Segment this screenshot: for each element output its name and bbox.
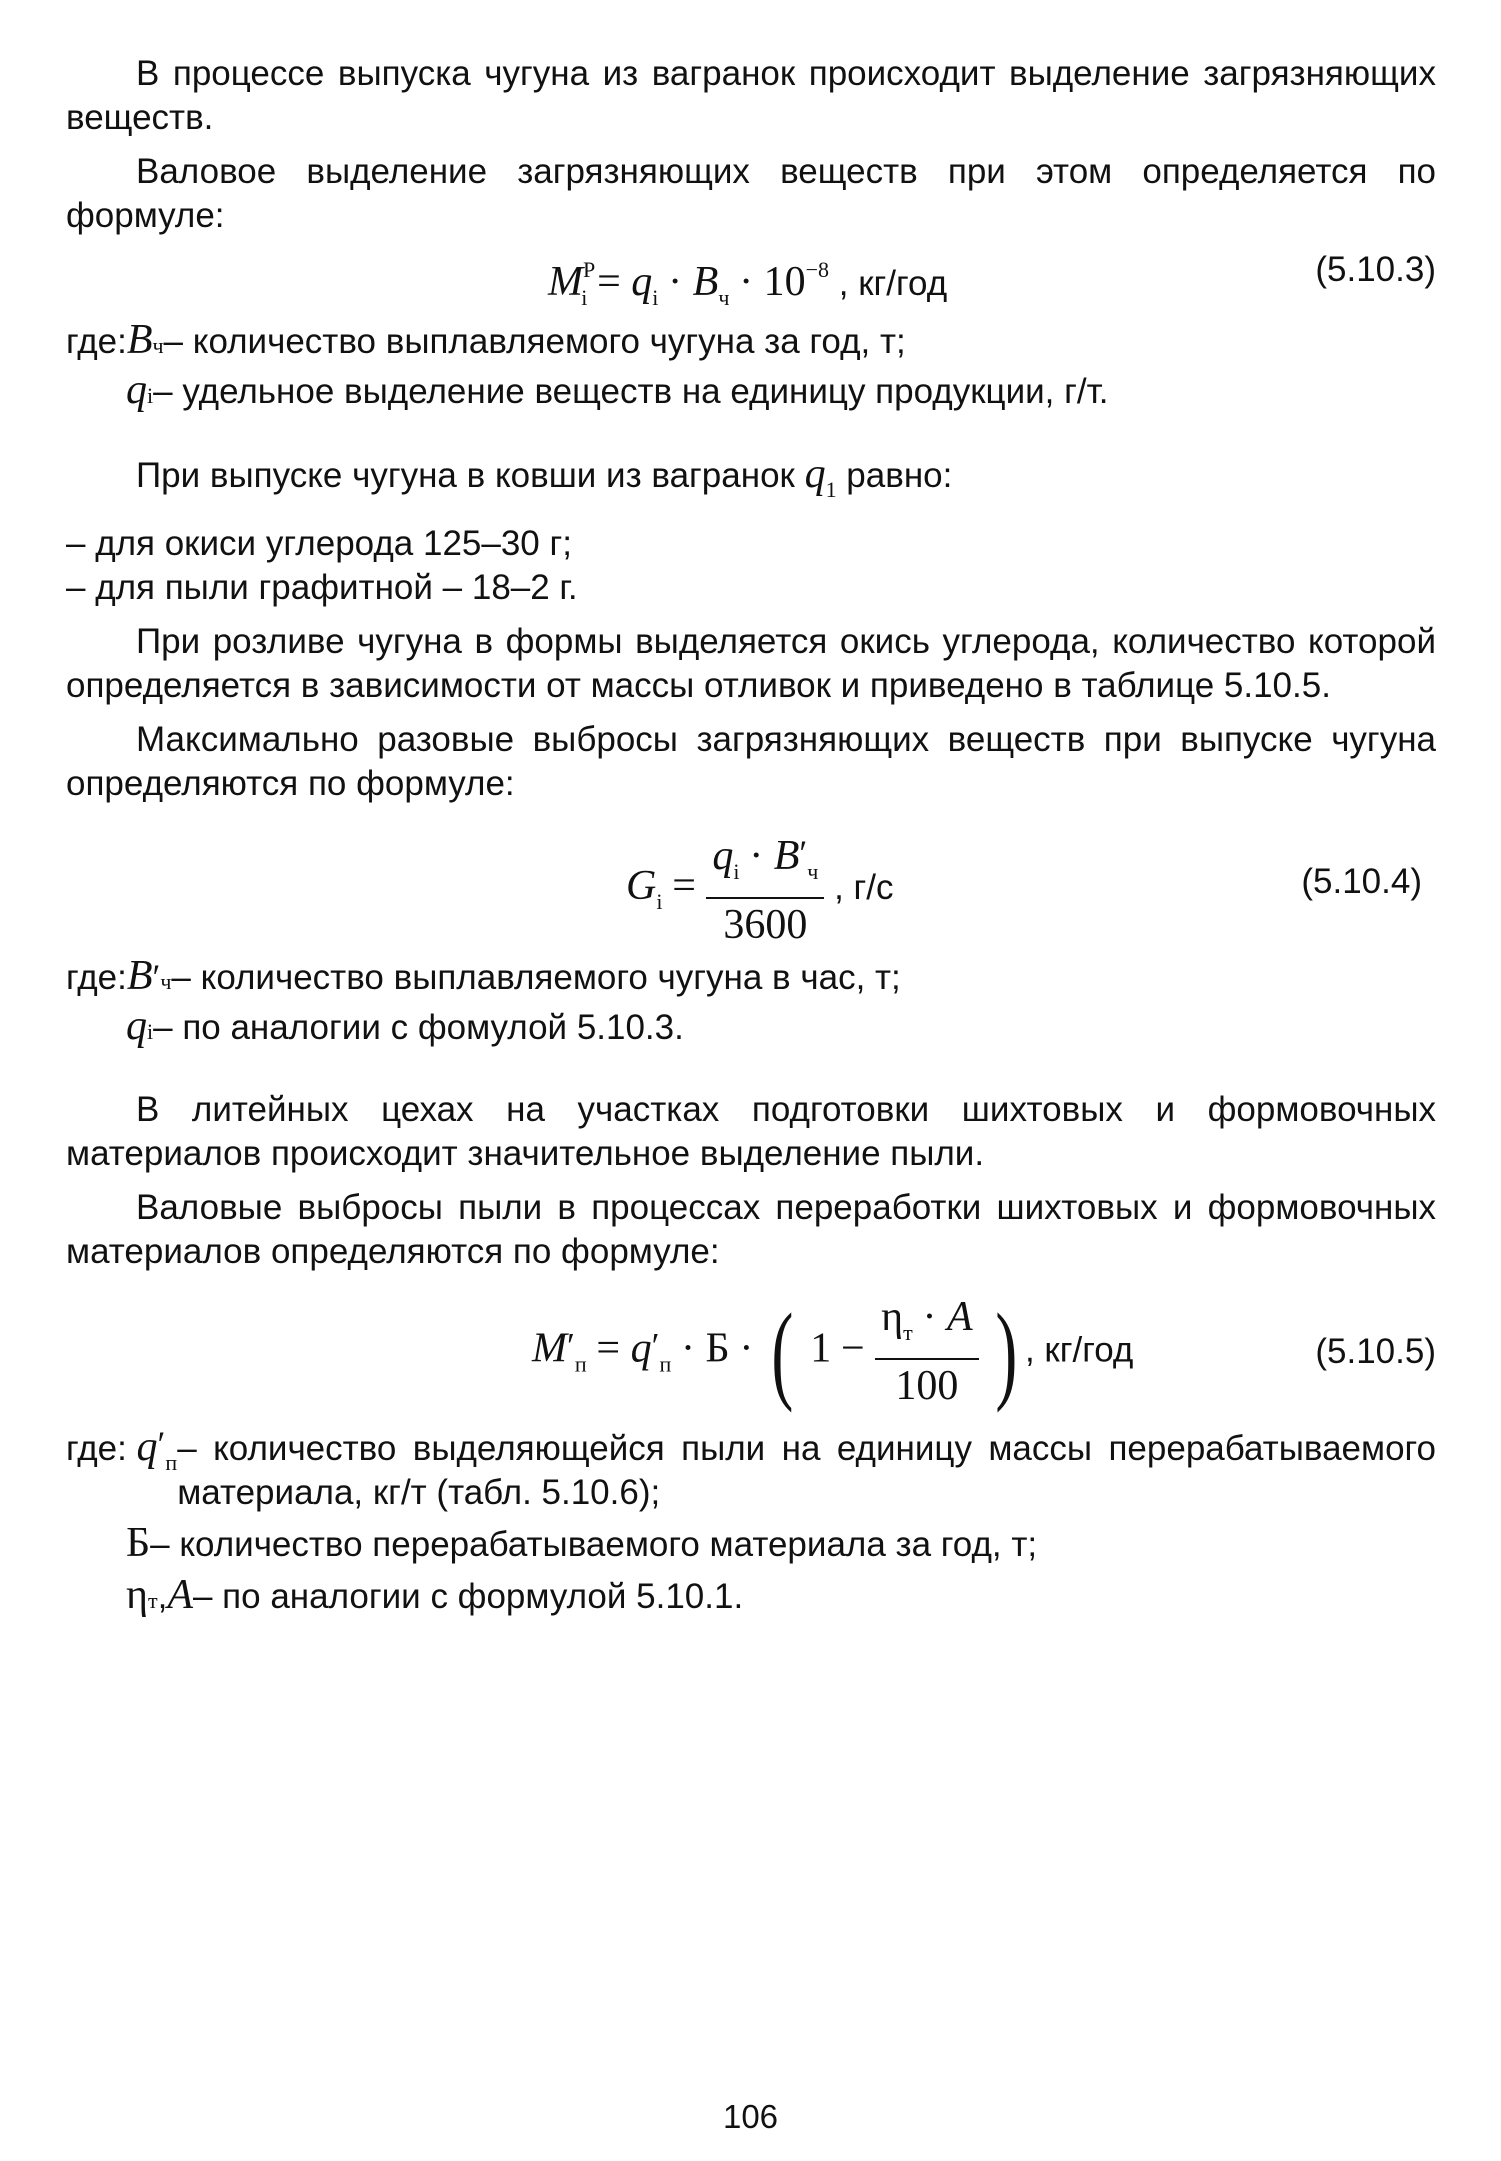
formula-5-10-3-expression: $M^Р_i = q_i \cdot B_ч \cdot 10^{-8}$ , кг/год (548, 257, 948, 310)
formula-5-10-3 (66, 248, 1436, 308)
where-2-a: где: B ′ ч – количество выплавляемого чугуна в час, т; (66, 953, 901, 999)
fraction: $\frac{q_i \cdot B'_ч}{3600}$ (706, 828, 824, 951)
list-item-1: – для окиси углерода 125–30 г; (66, 524, 572, 563)
list-item-2: – для пыли графитной – 18–2 г. (66, 568, 578, 607)
left-paren: ( (771, 1291, 794, 1413)
where-3-a: где: $q'_п$ – количество выделяющейся пыли на единицу массы перерабатываемого материала, кг/т (табл. 5.10.6); (66, 1424, 1436, 1512)
where-3-c: η т , A – по аналогии с формулой 5.10.1. (126, 1572, 744, 1618)
formula-5-10-4-expression: $G_i$ = $\frac{q_i \cdot B'_ч}{3600}$ , г/с (626, 828, 894, 951)
formula-5-10-5 (66, 1291, 1436, 1413)
formula-5-10-4 (66, 828, 1436, 948)
page-number: 106 (722, 2098, 779, 2135)
paragraph-2: Валовое выделение загрязняющих веществ при этом определяется по формуле: (66, 152, 1436, 235)
formula-5-10-5-number: (5.10.5) (1315, 1332, 1436, 1371)
paragraph-4: При розливе чугуна в формы выделяется окись углерода, количество которой определяется в зависимости от массы отливок и приведено в таблице 5.10.5. (66, 622, 1436, 705)
where-3-b: Б – количество перерабатываемого материала за год, т; (126, 1520, 1038, 1566)
where-1-b: q i – удельное выделение веществ на единицу продукции, г/т. (126, 367, 1109, 413)
fraction: $\frac{\eta_т \cdot A}{100}$ (875, 1292, 978, 1412)
formula-5-10-3-number: (5.10.3) (1315, 250, 1436, 289)
document-page (66, 52, 1436, 1623)
paragraph-5: Максимально разовые выбросы загрязняющих веществ при выпуске чугуна определяются по формуле: (66, 720, 1436, 803)
right-paren: ) (995, 1291, 1018, 1413)
where-2-b: q i – по аналогии с фомулой 5.10.3. (126, 1003, 684, 1049)
formula-5-10-5-expression: $M'_п = q'_п \cdot Б$ · ( 1 − $\frac{\eta_т \cdot A}{100}$ ) , кг/год (532, 1291, 1134, 1413)
paragraph-6: В литейных цехах на участках подготовки шихтовых и формовочных материалов происходит значительное выделение пыли. (66, 1090, 1436, 1173)
paragraph-7: Валовые выбросы пыли в процессах переработки шихтовых и формовочных материалов определяются по формуле: (66, 1188, 1436, 1271)
formula-5-10-4-number: (5.10.4) (1301, 862, 1422, 901)
paragraph-3: При выпуске чугуна в ковши из вагранок $q_1$ равно: (136, 451, 953, 502)
where-1-a: где: B ч – количество выплавляемого чугуна за год, т; (66, 317, 906, 363)
paragraph-1: В процессе выпуска чугуна из вагранок происходит выделение загрязняющих веществ. (66, 54, 1436, 137)
